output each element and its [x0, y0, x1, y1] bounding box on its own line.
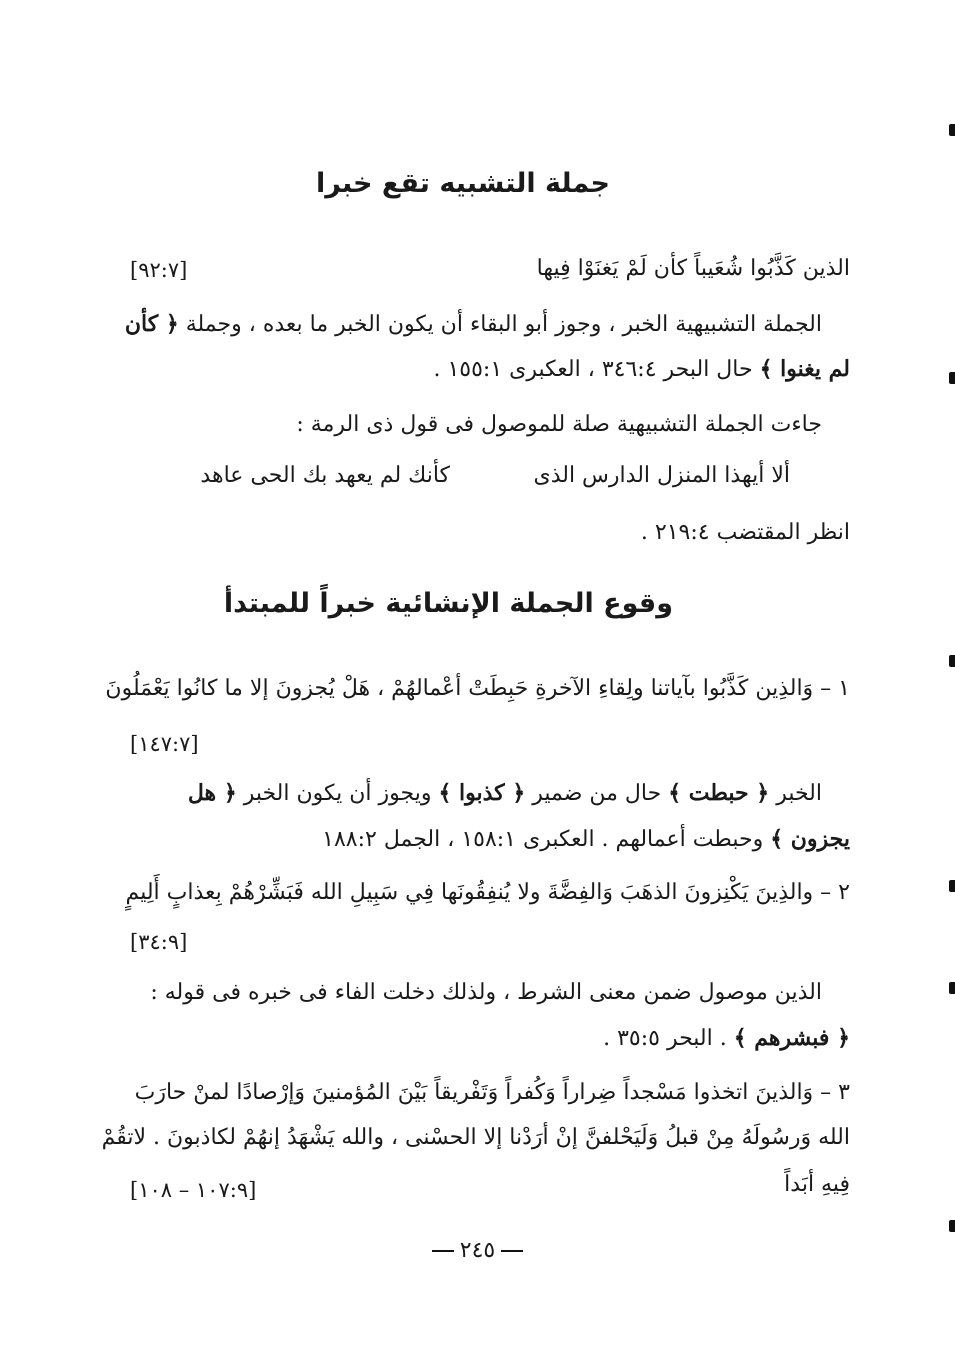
quote-fragment: ﴿ كأن — [124, 311, 179, 337]
verse-reference: [٩٢:٧] — [130, 258, 188, 282]
paragraph-text: وحبطت أعمالهم . العكبرى ١٥٨:١ ، الجمل ١٨٨:٢ — [322, 827, 764, 852]
paragraph-line — [125, 311, 822, 337]
margin-mark — [949, 372, 955, 384]
verse-reference: [١٤٧:٧] — [130, 732, 199, 756]
verse-line: ٢ – والذِينَ يَكْنِزونَ الذهَبَ وَالفِضَّةَ ولا يُنفِقُونَها فِي سَبِيلِ الله فَبَشِّرْهُمْ بِعذابٍ أَلِيمٍ — [125, 880, 850, 905]
paragraph-text: ويجوز أن يكون الخبر — [243, 781, 432, 806]
paragraph-text: . البحر ٣٥:٥ . — [603, 1026, 727, 1051]
dash-right — [501, 1250, 523, 1252]
dash-left — [432, 1250, 454, 1252]
verse-line: ١ – وَالذِين كَذَّبُوا بآياتنا ولِقاءِ الآخرةِ حَبِطَتْ أعْمالهُمْ ، هَلْ يُجزونَ إلا ما كانُوا يَعْمَلُونَ — [105, 676, 850, 701]
margin-mark — [949, 1220, 955, 1232]
page-number-text: ٢٤٥ — [459, 1238, 496, 1263]
paragraph-text: الجملة التشبيهية الخبر ، وجوز أبو البقاء أن يكون الخبر ما بعده ، وجملة — [185, 312, 822, 337]
poem-hemistich-first: ألا أيهذا المنزل الدارس الذى — [533, 463, 790, 488]
verse-reference: [٣٤:٩] — [130, 930, 188, 954]
paragraph-text: حال البحر ٣٤٦:٤ ، العكبرى ١٥٥:١ . — [433, 357, 753, 382]
paragraph-line — [603, 1025, 850, 1051]
paragraph-line — [322, 826, 850, 852]
poem-hemistich-second: كأنك لم يعهد بك الحى عاهد — [200, 463, 450, 488]
margin-mark — [949, 880, 955, 892]
paragraph-text: حال من ضمير — [532, 781, 662, 806]
verse-reference: [١٠٧:٩ – ١٠٨] — [130, 1178, 257, 1202]
verse-line: الذين كَذَّبُوا شُعَيباً كأن لَمْ يَغنَوْا فِيها — [536, 256, 850, 281]
paragraph-line: انظر المقتضب ٢١٩:٤ . — [640, 520, 850, 545]
margin-mark — [949, 124, 955, 136]
paragraph-line — [188, 780, 822, 806]
quote-fragment: ﴿ حبطت ﴾ — [668, 780, 770, 806]
section-title-2: وقوع الجملة الإنشائية خبراً للمبتدأ — [223, 588, 673, 619]
quote-fragment: يجزون ﴾ — [770, 826, 850, 852]
paragraph-line: جاءت الجملة التشبيهية صلة للموصول فى قول ذى الرمة : — [296, 412, 822, 437]
paragraph-text: الخبر — [776, 781, 822, 806]
paragraph-line: الذين موصول ضمن معنى الشرط ، ولذلك دخلت الفاء فى خبره فى قوله : — [150, 980, 822, 1005]
margin-mark — [949, 655, 955, 667]
verse-line: ٣ – وَالذينَ اتخذوا مَسْجداً ضِراراً وَكُفراً وَتَفْريقاً بَيْنَ المُؤمنينَ وَإرْصادًا لمنْ حارَبَ — [134, 1080, 850, 1105]
verse-line: الله وَرسُولَهُ مِنْ قبلُ وَلَيَحْلفنَّ إنْ أرَدْنا إلا الحسْنى ، والله يَشْهَدُ إنهُمْ لكاذبونَ . لاتقُمْ — [101, 1125, 850, 1150]
quote-fragment: ﴿ كذبوا ﴾ — [438, 780, 526, 806]
paragraph-line — [433, 356, 850, 382]
page-number — [0, 1238, 955, 1263]
quote-fragment: ﴿ هل — [187, 780, 237, 806]
quote-fragment: ﴿ فبشرهم ﴾ — [733, 1025, 850, 1051]
margin-mark — [949, 982, 955, 994]
quote-fragment: لم يغنوا ﴾ — [759, 356, 850, 382]
verse-line: فِيهِ أبَداً — [784, 1172, 850, 1197]
section-title-1: جملة التشبيه تقع خبرا — [315, 168, 610, 199]
